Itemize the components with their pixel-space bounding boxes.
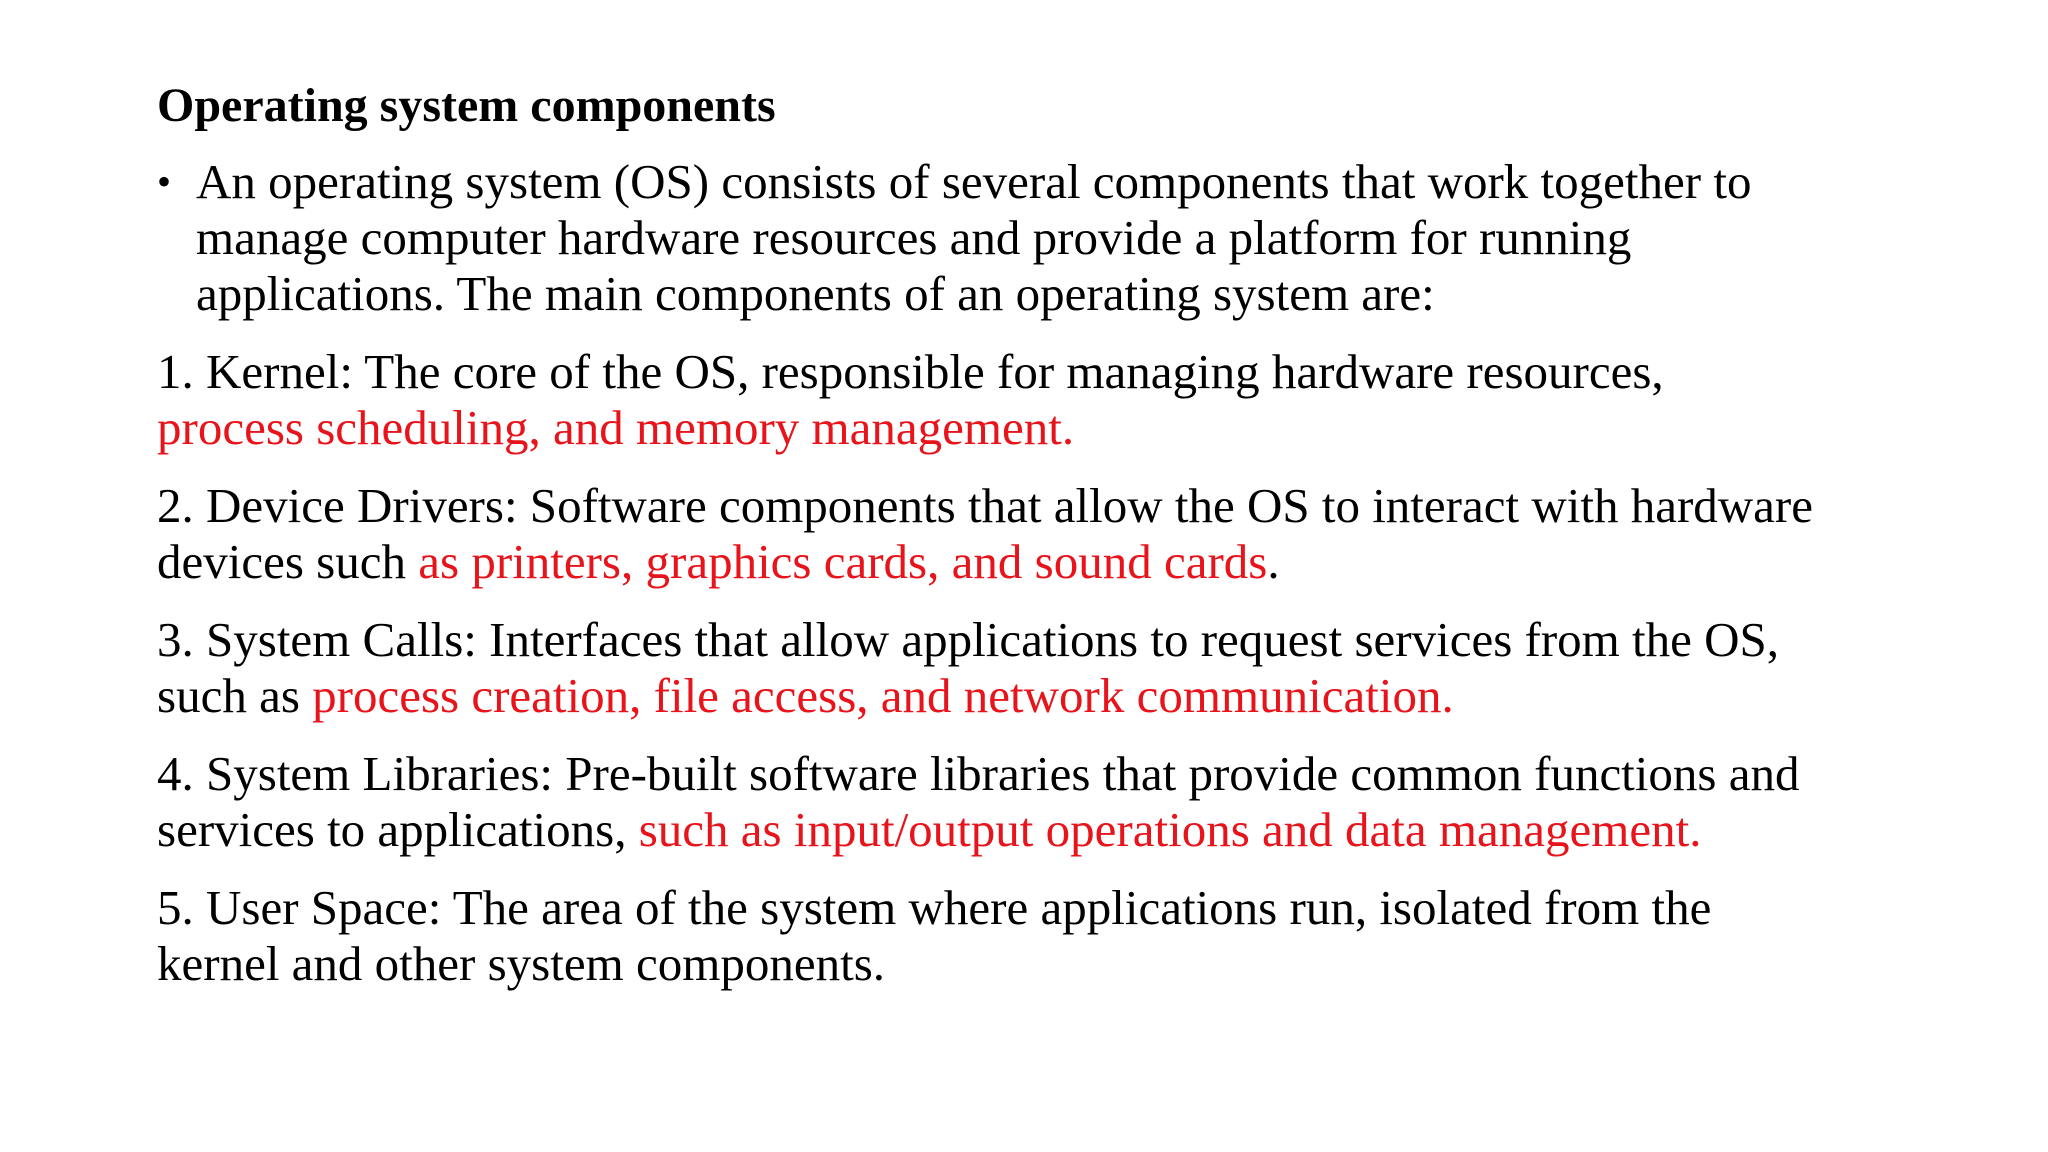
item-tail-text: . (1267, 534, 1280, 589)
item-highlight-text: process scheduling, and memory management. (157, 400, 1075, 455)
item-line-1: 3. System Calls: Interfaces that allow applications to request services from the OS, (157, 612, 1780, 667)
item-text: kernel and other system components. (157, 936, 886, 991)
component-item-system-calls (157, 612, 1957, 724)
item-highlight-text: such as input/output operations and data management. (638, 802, 1702, 857)
item-line-1: 2. Device Drivers: Software components that allow the OS to interact with hardware (157, 478, 1813, 533)
component-item-kernel (157, 344, 1957, 456)
item-line-2 (157, 668, 1957, 724)
item-line-2 (157, 534, 1957, 590)
item-line-2 (157, 400, 1957, 456)
intro-line-3: applications. The main components of an operating system are: (196, 266, 1435, 321)
slide-title: Operating system components (157, 79, 776, 132)
item-line-1: 1. Kernel: The core of the OS, responsible for managing hardware resources, (157, 344, 1664, 399)
item-line-1: 5. User Space: The area of the system where applications run, isolated from the (157, 880, 1712, 935)
bullet-icon: • (157, 159, 172, 204)
item-highlight-text: as printers, graphics cards, and sound cards (418, 534, 1268, 589)
intro-bullet (157, 154, 1957, 322)
component-item-system-libraries (157, 746, 1957, 858)
item-line-2 (157, 802, 1957, 858)
item-line-2 (157, 936, 1957, 992)
component-item-user-space (157, 880, 1957, 992)
item-text: such as (157, 668, 313, 723)
item-highlight-text: process creation, file access, and network communication. (312, 668, 1454, 723)
intro-line-1: An operating system (OS) consists of several components that work together to (196, 154, 1752, 209)
component-item-device-drivers (157, 478, 1957, 590)
intro-line-2: manage computer hardware resources and provide a platform for running (196, 210, 1632, 265)
item-text: devices such (157, 534, 419, 589)
item-text: services to applications, (157, 802, 639, 857)
slide-content (157, 76, 1957, 1014)
item-line-1: 4. System Libraries: Pre-built software libraries that provide common functions and (157, 746, 1800, 801)
